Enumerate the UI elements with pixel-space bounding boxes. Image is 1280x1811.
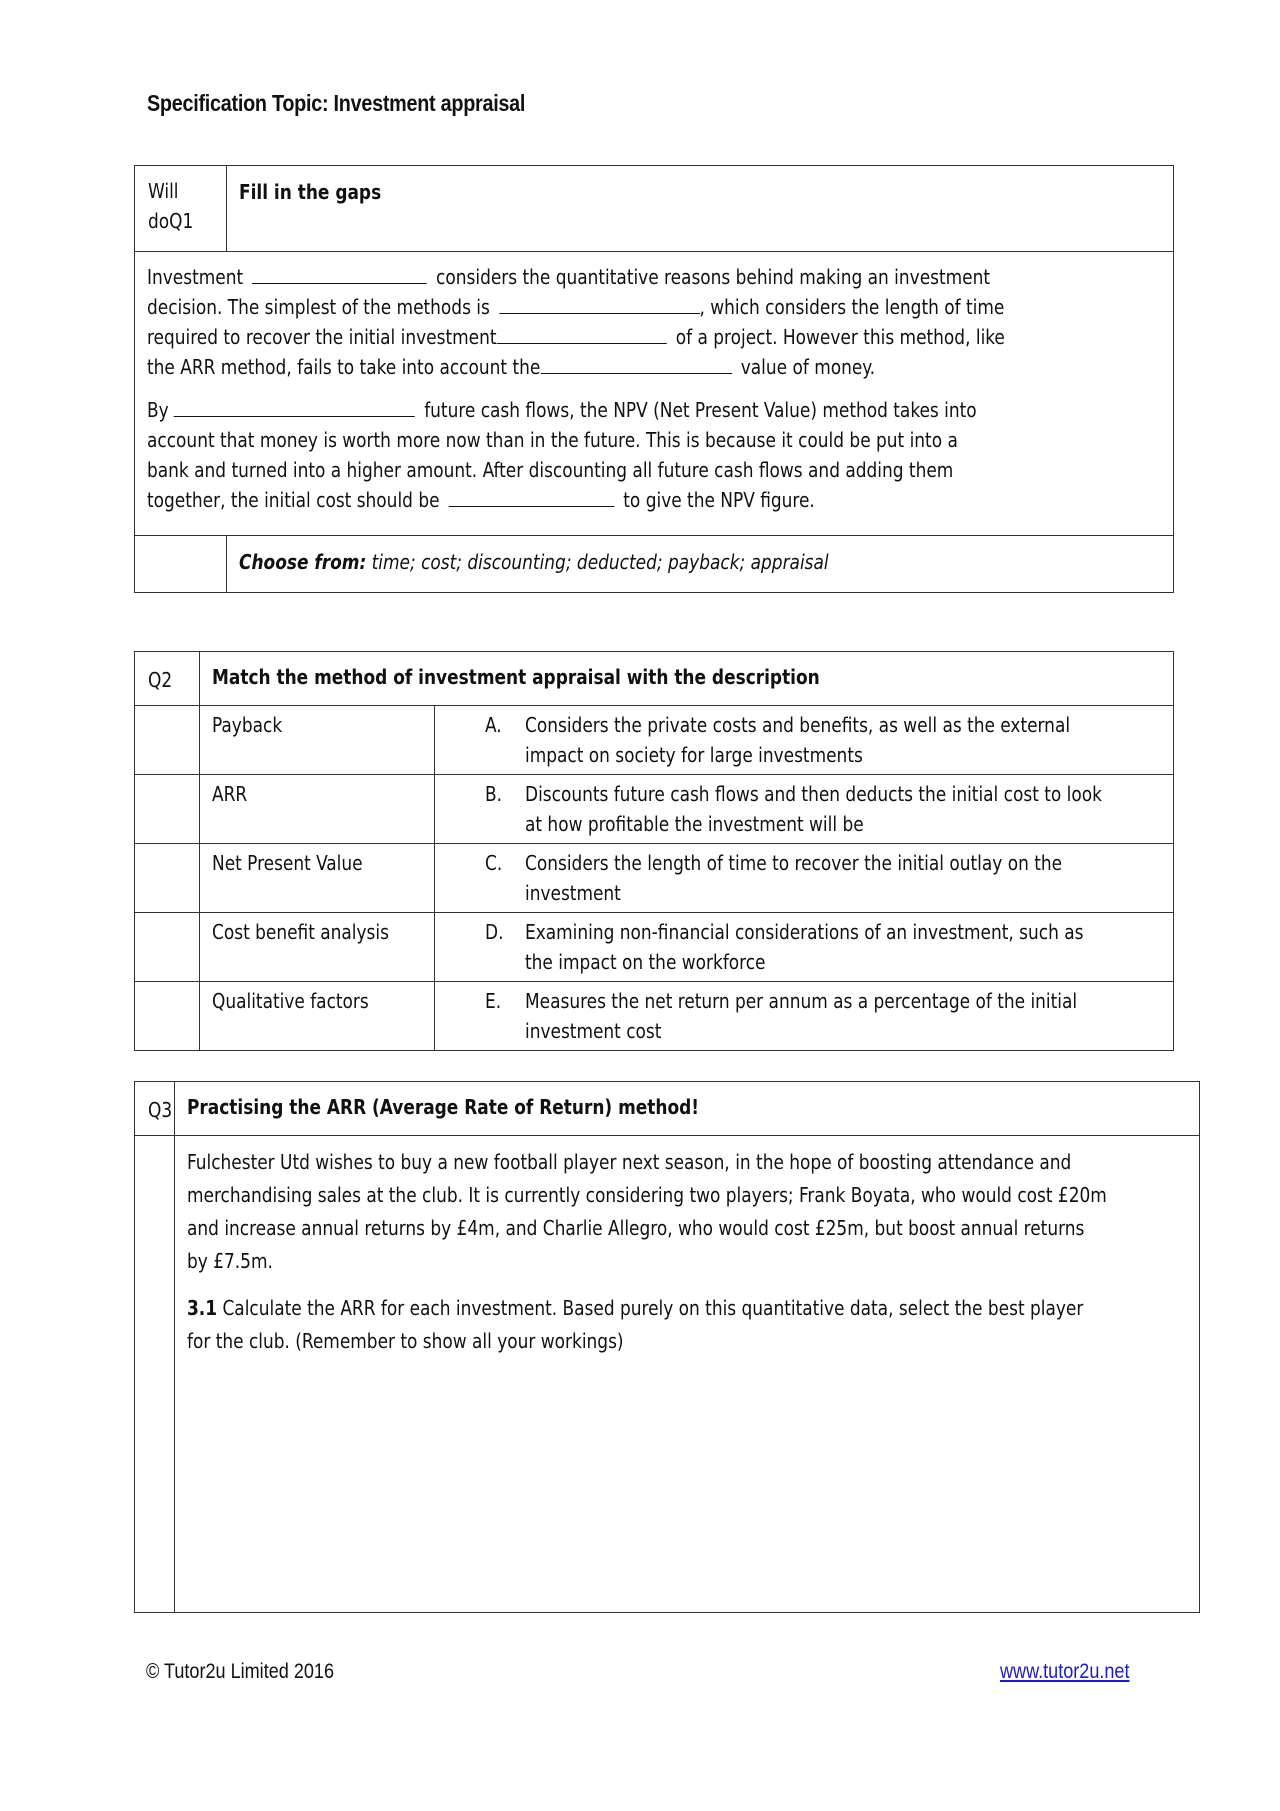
q2-table [134,651,1174,1051]
blank-field-4[interactable] [540,355,731,374]
q2-heading: Match the method of investment appraisal with the description [200,652,1174,706]
match-row [135,844,1174,913]
q3-number: Q3 [135,1082,175,1136]
website-link[interactable]: www.tutor2u.net [1000,1660,1130,1683]
method-cell[interactable]: Cost benefit analysis [200,913,435,982]
page-title: Specification Topic: Investment appraisal [147,90,526,116]
match-row [135,982,1174,1051]
q3-scenario: Fulchester Utd wishes to buy a new football player next season, in the hope of boosting attendance and merchandising sales at the club. It is currently considering two players; Frank Boyata, who would cost £20m and increase annual returns by £4m, and Charlie Allegro, who would cost £25m, but boost annual returns by £7.5m. [187,1150,1108,1273]
choose-options: time; cost; discounting; deducted; payback; appraisal [371,550,829,574]
match-row [135,706,1174,775]
q2-number: Q2 [135,652,200,706]
match-row [135,913,1174,982]
q1-text-cell [135,252,1174,536]
method-cell[interactable]: Net Present Value [200,844,435,913]
description-cell[interactable]: A. Considers the private costs and benefits, as well as the external impact on society for large investments [435,706,1174,775]
description-cell[interactable]: C. Considers the length of time to recover the initial outlay on the investment [435,844,1174,913]
method-cell[interactable]: Qualitative factors [200,982,435,1051]
blank-field-2[interactable] [499,295,700,314]
description-cell[interactable]: E. Measures the net return per annum as a percentage of the initial investment cost [435,982,1174,1051]
q1-heading: Fill in the gaps [227,166,1174,252]
q1-choose-spacer [135,536,227,593]
q1-word-bank [227,536,1174,593]
q3-heading: Practising the ARR (Average Rate of Return) method! [175,1082,1200,1136]
copyright-text: © Tutor2u Limited 2016 [146,1660,335,1683]
method-cell[interactable]: Payback [200,706,435,775]
method-cell[interactable]: ARR [200,775,435,844]
choose-label: Choose from: [239,550,367,574]
blank-field-5[interactable] [174,398,415,417]
blank-field-6[interactable] [449,488,615,507]
description-cell[interactable]: D. Examining non-financial considerations of an investment, such as the impact on the workforce [435,913,1174,982]
match-row [135,775,1174,844]
description-cell[interactable]: B. Discounts future cash flows and then deducts the initial cost to look at how profitable the investment will be [435,775,1174,844]
q1-paragraph-2: By future cash flows, the NPV (Net Present Value) method takes into account that money is worth more now than in the future. This is because it could be put into a bank and turned into a higher amount. After discounting all future cash flows and adding them together, the initial cost should be to give the NPV figure. [147,398,977,512]
q1-number: Will doQ1 [135,166,227,252]
q3-table [134,1081,1200,1613]
blank-field-1[interactable] [252,265,427,284]
q1-table [134,165,1174,593]
q3-answer-area[interactable] [175,1136,1200,1613]
q1-paragraph-1: Investment considers the quantitative reasons behind making an investment decision. The simplest of the methods is , which considers the length of time required to recover the initial investment of a project. However this method, like the ARR method, fails to take into account the value of money. [147,265,1005,379]
blank-field-3[interactable] [496,325,666,344]
q3-task: 3.1 Calculate the ARR for each investment. Based purely on this quantitative data, select the best player for the club. (Remember to show all your workings) [187,1296,1084,1353]
